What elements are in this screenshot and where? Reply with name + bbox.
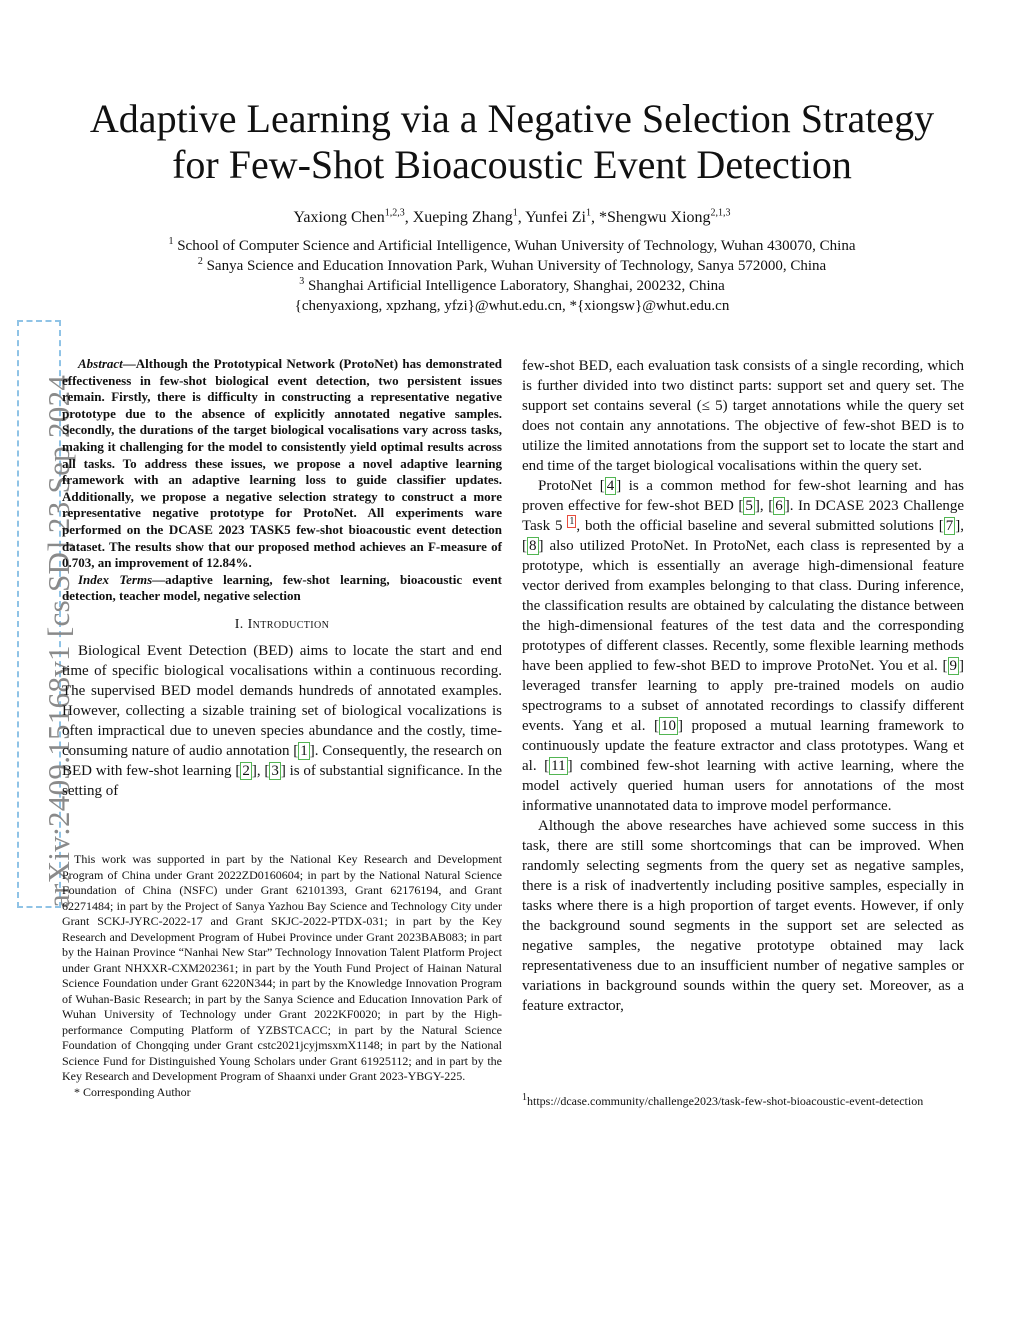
citation-link[interactable]: 2	[242, 762, 250, 779]
section-number: I.	[234, 616, 244, 632]
abstract-text: —Although the Prototypical Network (ProtoNet) has demonstrated effectiveness in few-shot biological event detection, two persistent issues remain. Firstly, there is difficulty in constructing a representative negative prototype due to the absence of explicitly annotated negative samples. Secondly, the durations of the target biological vocalisations vary across tasks, making it challenging for the model to consistently yield optimal results across all tasks. To address these issues, we propose a novel adaptive learning framework with an adaptive learning loss to guide classifier updates. Additionally, we propose a negative selection strategy to construct a more representative negative prototype for ProtoNet. All experiments ware performed on the DCASE 2023 TASK5 few-shot bioacoustic event detection dataset. The results show that our proposed method achieves an F-measure of 0.703, an improvement of 12.84%.	[62, 356, 502, 571]
index-terms-label: Index Terms	[78, 571, 153, 587]
abstract	[62, 356, 502, 572]
author-3: Yunfei Zi	[525, 209, 586, 226]
affiliation-3-text: Shanghai Artificial Intelligence Laboratory, Shanghai, 200232, China	[307, 278, 725, 294]
rp2-b: is a common method for few-shot learning and has proven effective for few-shot BED	[522, 478, 965, 514]
funding-footnote: This work was supported in part by the National Key Research and Development Program of China under Grant 2022ZD0160604; in part by the National Natural Science Foundation of China (NSFC) under Grant 62101393, Grant 62176194, and Grant 62271484; in part by the Project of Sanya Yazhou Bay Science and Technology City under Grant SCKJ-JYRC-2022-17 and Grant SKJC-2022-PTDX-031; in part by the Key Research and Development Program of Hubei Province under Grant 2023BAB083; in part by the Hainan Province “Nanhai New Star” Technology Innovation Talent Platform Project under Grant NHXXR-CXM202361; in part by the Youth Fund Project of Hainan Natural Science Foundation under Grant 6220N344; in part by the Knowledge Innovation Program of Wuhan-Basic Research; in part by the Sanya Science and Education Innovation Park of Wuhan University of Technology under Grant 2022KF0020; in part by the High-performance Computing Platform of YZBSTCACC; in part by the Natural Science Foundation of Chongqing under Grant cstc2021jcyjmsxmX1148; in part by the National Science Fund for Distinguished Young Scholars under Grant 61925112; and in part by the Key Research and Development Program of Shaanxi under Grant 2023-YBGY-225.	[62, 852, 502, 1083]
title-line-2: for Few-Shot Bioacoustic Event Detection	[172, 142, 852, 187]
index-terms-text: —adaptive learning, few-shot learning, bioacoustic event detection, teacher model, negative selection	[62, 571, 503, 604]
affiliation-3	[60, 276, 964, 296]
url-footnote-link[interactable]: https://dcase.community/challenge2023/task-few-shot-bioacoustic-event-detection	[527, 1094, 924, 1108]
rp2-a: ProtoNet	[538, 478, 600, 494]
section-heading-introduction	[62, 615, 502, 635]
affiliation-1-num: 1	[168, 236, 174, 247]
author-4: *Shengwu Xiong	[598, 209, 711, 226]
intro-text-a: Biological Event Detection (BED) aims to locate the start and end time of specific biological vocalisations within a continuous recording. The supervised BED model demands hundreds of annotated examples. However, collecting a sizable training set of biological vocalizations is often impractical due to uneven species abundance and the costly, time-consuming nature of audio annotation	[62, 642, 502, 759]
affiliation-3-num: 3	[299, 276, 305, 287]
author-1: Yaxiong Chen	[293, 209, 385, 226]
affiliations	[60, 236, 964, 316]
funding-footnotes	[62, 852, 502, 1100]
rp2-h: leveraged transfer learning to apply pre-trained models on audio spectrograms to a subset of annotated recordings to classify different events. Yang et al.	[522, 678, 964, 734]
section-title: Introduction	[247, 616, 330, 632]
rp2-j: combined few-shot learning with active learning, where the model actively queried human users for annotations of the most informative unannotated data to improve model performance.	[522, 758, 965, 814]
citation-link[interactable]: 8	[529, 538, 537, 554]
citation-link[interactable]: 3	[271, 762, 279, 779]
intro-text-c: ,	[256, 762, 265, 779]
affiliation-1-text: School of Computer Science and Artificial Intelligence, Wuhan University of Technology, Wuhan 430070, China	[177, 238, 856, 254]
citation-link[interactable]: 1	[300, 742, 308, 759]
paper-title	[60, 96, 964, 188]
affiliation-1	[60, 236, 964, 256]
author-4-affil: 2,1,3	[710, 207, 731, 219]
arxiv-identifier[interactable]: arXiv:2409.15168v1 [cs.SD] 23 Sep 2024	[41, 374, 76, 908]
affiliation-2-num: 2	[197, 256, 203, 267]
intro-paragraph-1: Biological Event Detection (BED) aims to locate the start and end time of specific biological vocalisations within a continuous recording. The supervised BED model demands hundreds of annotated examples. However, collecting a sizable training set of biological vocalizations is often impractical due to uneven species abundance and the costly, time-consuming nature of audio annotation [ 1 ]. Consequently, the research on BED with few-shot learning [ 2 ], [ 3 ] is of substantial significance. In the setting of	[62, 642, 503, 799]
citation-link[interactable]: 6	[775, 498, 783, 514]
right-paragraph-3: Although the above researches have achieved some success in this task, there are still some shortcomings that can be improved. When randomly selecting segments from the query set as negative samples, there is a risk of inadvertently including positive samples, especially in tasks where there is a high proportion of target events. However, if only the background sound segments in the support set are selected as negative samples, the negative prototype obtained may lack representativeness due to an insufficient number of negative samples or variations in background sounds within the query set. Moreover, as a feature extractor,	[522, 818, 964, 1014]
citation-link[interactable]: 5	[745, 498, 753, 514]
rp2-e: , both the official baseline and several submitted solutions	[576, 518, 939, 534]
right-paragraph-1: few-shot BED, each evaluation task consists of a single recording, which is further divided into two distinct parts: support set and query set. The support set contains several (≤ 5) target annotations while the query set does not contain any annotations. The objective of few-shot BED is to utilize the limited annotations from the support set to locate the start and end time of the target biological vocalisations within the query set.	[522, 358, 964, 474]
affiliation-2	[60, 256, 964, 276]
rp2-c: ,	[759, 498, 769, 514]
right-paragraph-2: ProtoNet [ 4 ] is a common method for few-shot learning and has proven effective for few-shot BED [ 5 ], [ 6 ]. In DCASE 2023 Challenge Task 5 $^1$ , both the official baseline and several submitted solutions [ 7 ], [ 8 ] also utilized ProtoNet. In ProtoNet, each class is represented by a prototype, which is essentially an average high-dimensional feature vector derived from examples belonging to that class. During inference, the classification results are obtained by calculating the distance between the high-dimensional features of the test data and the corresponding prototypes of different classes. Recently, some flexible learning methods have been applied to few-shot BED to improve ProtoNet. You et al. [ 9 ] leveraged transfer learning to apply pre-trained models on audio spectrograms to a subset of annotated recordings to classify different events. Yang et al. [ 10 ] proposed a mutual learning framework to continuously update the feature extractor and class prototypes. Wang et al. [ 11 ] combined few-shot learning with active learning, where the model actively queried human users for annotations of the most informative unannotated data to improve model performance.	[522, 478, 965, 814]
affiliation-2-text: Sanya Science and Education Innovation Park, Wuhan University of Technology, Sanya 572000, China	[206, 258, 827, 274]
intro-text-d: is of substantial significance. In the setting of	[62, 762, 503, 799]
corresponding-author-note: * Corresponding Author	[74, 1084, 191, 1099]
title-line-1: Adaptive Learning via a Negative Selection Strategy	[89, 96, 935, 141]
author-2: Xueping Zhang	[412, 209, 513, 226]
author-list: Yaxiong Chen$^{1,2,3}$, Xueping Zhang$^1$, Yunfei Zi$^1$, *Shengwu Xiong$^{2,1,3}$	[293, 207, 731, 226]
rp2-d: . In DCASE 2023 Challenge Task 5	[522, 498, 965, 534]
right-column	[522, 356, 964, 1016]
url-footnote-num: 1	[522, 1092, 527, 1103]
index-terms	[62, 572, 502, 605]
footnote-link[interactable]: 1	[569, 516, 575, 527]
author-3-affil: 1	[585, 207, 591, 219]
intro-text-b: . Consequently, the research on BED with few-shot learning	[62, 742, 503, 779]
rp2-f: ,	[960, 518, 964, 534]
citation-link[interactable]: 11	[551, 758, 566, 774]
author-2-affil: 1	[512, 207, 518, 219]
rp2-g: also utilized ProtoNet. In ProtoNet, each class is represented by a prototype, which is essentially an average high-dimensional feature vector derived from examples belonging to that class. During inference, the classification results are obtained by calculating the distance between the high-dimensional features of the test data and the corresponding prototypes of different classes. Recently, some flexible learning methods have been applied to few-shot BED to improve ProtoNet. You et al.	[522, 538, 964, 674]
citation-link[interactable]: 10	[660, 718, 676, 734]
email-line: {chenyaxiong, xpzhang, yfzi}@whut.edu.cn, *{xiongsw}@whut.edu.cn	[294, 298, 730, 314]
abstract-label: Abstract	[78, 356, 123, 371]
rp2-i: proposed a mutual learning framework to continuously update the feature extractor and class prototypes. Wang et al.	[522, 718, 965, 774]
citation-link[interactable]: 4	[606, 478, 615, 494]
citation-link[interactable]: 9	[949, 658, 957, 674]
left-column	[62, 356, 502, 801]
author-1-affil: 1,2,3	[384, 207, 405, 219]
citation-link[interactable]: 7	[945, 518, 954, 534]
url-footnote	[522, 1094, 964, 1110]
